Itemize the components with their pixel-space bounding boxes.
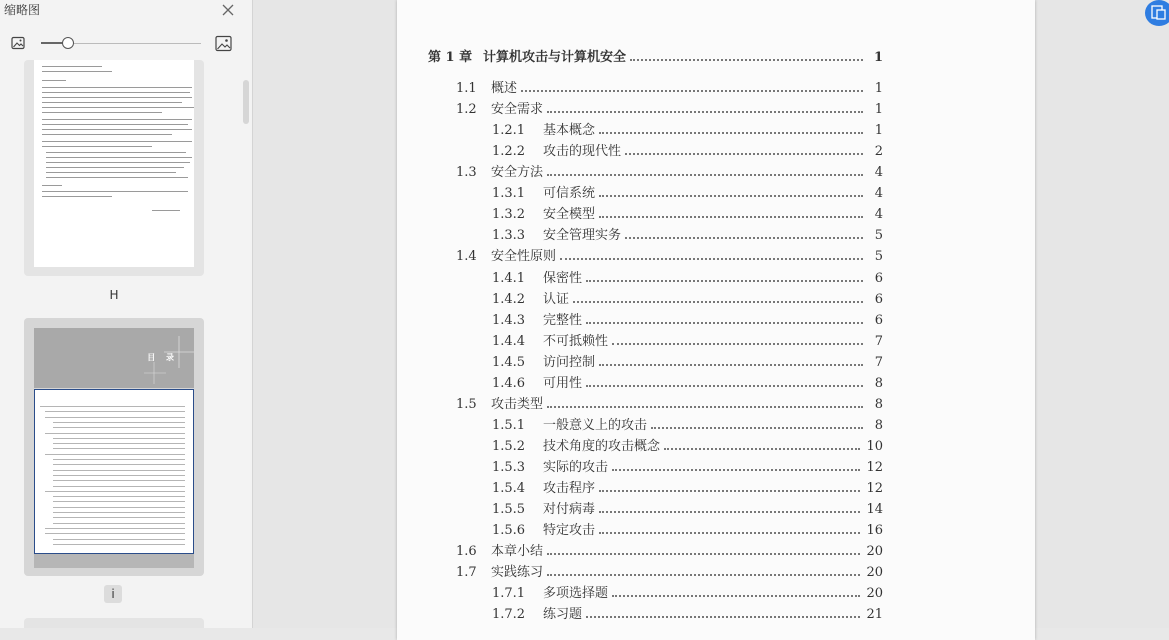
toc-entry[interactable] [456, 245, 883, 265]
toc-entry-page: 10 [866, 438, 883, 454]
toc-entry-title: 基本概念 [543, 123, 596, 139]
toc-entry-title: 安全方法 [491, 165, 544, 181]
thumbnail-text-line [42, 146, 152, 147]
toc-entry[interactable] [456, 77, 883, 97]
toc-dot-leader [586, 279, 863, 282]
toc-entry-page: 14 [866, 502, 883, 518]
toc-dot-leader [547, 405, 863, 408]
thumbnail-toc-line [53, 523, 185, 524]
toc-entry-page: 8 [874, 396, 883, 412]
toc-dot-leader [547, 573, 860, 576]
toc-entry-title: 练习题 [543, 607, 583, 623]
toc-entry[interactable] [492, 224, 883, 244]
toc-entry-page: 4 [874, 165, 883, 181]
toc-entry-number: 1.4.3 [492, 312, 526, 328]
thumbnail-toc-line [53, 464, 185, 465]
toc-entry-number: 1.4.4 [492, 333, 526, 349]
toc-dot-leader [599, 215, 863, 218]
thumbnail-page-preview [34, 60, 194, 267]
thumbnail-toc-line [45, 533, 185, 534]
toc-dot-leader [599, 531, 860, 534]
thumbnail-text-line [42, 107, 194, 108]
toc-entry-title: 多项选择题 [543, 586, 609, 602]
toc-entry-title: 计算机攻击与计算机安全 [483, 50, 627, 65]
thumbnail-text-line [42, 112, 162, 113]
thumbnail-toc-line [53, 539, 185, 540]
thumbnail-toc-line [45, 491, 185, 492]
toc-entry[interactable] [492, 182, 883, 202]
toc-entry-page: 5 [874, 249, 883, 265]
thumbnail-text-line [42, 66, 102, 67]
toc-dot-leader [560, 257, 863, 260]
toc-entry[interactable] [492, 203, 883, 223]
toc-entry-title: 不可抵赖性 [543, 333, 609, 349]
toc-entry-title: 保密性 [543, 270, 583, 286]
thumbnail-toc-line [45, 417, 185, 418]
thumbnail-text-line [46, 167, 184, 168]
toc-dot-leader [521, 89, 863, 92]
toc-entry-page: 7 [874, 354, 883, 370]
thumbnail-text-line [42, 141, 192, 142]
page-thumbnail-next[interactable] [24, 618, 204, 628]
thumbnail-text-line [46, 177, 188, 178]
toc-entry-number: 1.5.3 [492, 459, 526, 475]
page-thumbnail-i-selected[interactable] [24, 318, 204, 576]
toc-entry-page: 12 [866, 459, 883, 475]
close-icon[interactable] [219, 1, 237, 19]
toc-entry-title: 攻击类型 [491, 396, 544, 412]
toc-entry-number: 1.7.2 [492, 607, 526, 623]
toc-dot-leader [573, 300, 863, 303]
document-page [397, 0, 1035, 640]
thumbnail-text-line [42, 102, 182, 103]
panel-title: 缩略图 [4, 3, 41, 17]
toc-dot-leader [612, 594, 860, 597]
page-thumbnail-h[interactable] [24, 60, 204, 276]
toc-entry[interactable] [492, 330, 883, 350]
toc-entry-number: 1.7.1 [492, 586, 526, 602]
toc-entry-page: 1 [874, 81, 883, 97]
toc-entry[interactable] [492, 309, 883, 329]
thumbnail-cover-title: 目 录 [147, 353, 178, 362]
thumbnail-text-line [42, 92, 190, 93]
thumbnail-toc-line [53, 507, 185, 508]
thumbnail-text-line [42, 124, 188, 125]
thumbnail-text-line [46, 172, 176, 173]
toc-entry-title: 访问控制 [543, 354, 596, 370]
toc-entry[interactable] [492, 267, 883, 287]
toc-entry[interactable] [492, 414, 883, 434]
thumbnail-toc-line [53, 459, 185, 460]
toc-dot-leader [651, 426, 863, 429]
toc-entry-title: 认证 [543, 291, 570, 307]
zoom-slider-thumb[interactable] [62, 37, 74, 49]
toc-entry-number: 1.5.1 [492, 417, 526, 433]
toc-dot-leader [664, 447, 860, 450]
thumbnail-text-line [42, 87, 192, 88]
thumbnail-text-line [46, 157, 192, 158]
toc-entry-title: 安全性原则 [491, 249, 557, 265]
image-large-icon[interactable] [215, 35, 232, 52]
toc-entry-page: 8 [874, 375, 883, 391]
thumbnail-text-line [42, 129, 192, 130]
toc-dot-leader [599, 131, 863, 134]
toc-entry-title: 实际的攻击 [543, 459, 609, 475]
thumbnail-toc-line [53, 512, 185, 513]
toc-entry-number: 1.3.1 [492, 186, 526, 202]
thumbnail-toc-line [53, 475, 185, 476]
toc-entry[interactable] [492, 140, 883, 160]
toc-entry-title: 安全模型 [543, 207, 596, 223]
toc-entry-page: 20 [866, 544, 883, 560]
toc-entry-title: 安全需求 [491, 102, 544, 118]
thumbnail-text-line [42, 119, 192, 120]
thumbnail-toc-line [53, 443, 185, 444]
toc-entry-page: 5 [874, 228, 883, 244]
toc-entry[interactable] [492, 477, 883, 497]
thumbnail-toc-line [53, 486, 185, 487]
toc-dot-leader [599, 510, 860, 513]
thumbnail-toc-line [53, 544, 185, 545]
toc-entry-number: 第 1 章 [428, 50, 473, 65]
toc-entry-page: 6 [874, 270, 883, 286]
toc-entry-number: 1.4 [456, 249, 477, 265]
thumbnail-text-line [42, 97, 192, 98]
toc-entry-page: 8 [874, 417, 883, 433]
toc-entry-page: 12 [866, 481, 883, 496]
page-label-i: i [104, 585, 122, 603]
toc-entry[interactable] [492, 498, 883, 518]
toc-entry-number: 1.5.2 [492, 438, 526, 454]
toc-dot-leader [547, 173, 863, 176]
thumbnail-toc-line [53, 427, 185, 428]
toc-entry-page: 2 [874, 144, 883, 160]
toc-entry-title: 本章小结 [491, 544, 544, 560]
toc-entry-page: 20 [866, 565, 883, 581]
thumbnail-toc-line [53, 517, 185, 518]
toc-entry-title: 攻击程序 [543, 481, 596, 496]
thumbnail-toc-line [53, 480, 185, 481]
toc-entry-number: 1.5 [456, 396, 477, 412]
toc-entry[interactable] [492, 519, 883, 539]
toc-entry-number: 1.3 [456, 165, 477, 181]
toc-dot-leader [612, 468, 860, 471]
toc-dot-leader [625, 152, 863, 155]
thumbnail-text-line [152, 210, 180, 211]
thumbnail-toc-line [45, 454, 185, 455]
toc-entry[interactable] [492, 372, 883, 392]
toc-dot-leader [547, 552, 860, 555]
thumbnail-text-line [42, 80, 66, 81]
toc-chapter-entry[interactable] [428, 46, 883, 66]
toc-entry[interactable] [492, 435, 883, 455]
toc-entry[interactable] [492, 119, 883, 139]
toc-entry-page: 20 [866, 586, 883, 602]
toc-entry-page: 21 [866, 607, 883, 623]
toc-dot-leader [586, 384, 863, 387]
thumbnail-text-line [42, 191, 188, 192]
document-export-icon [1145, 0, 1169, 26]
toc-entry-number: 1.4.5 [492, 354, 526, 370]
thumbnail-bottom-strip [34, 554, 194, 568]
toc-entry[interactable] [492, 603, 883, 623]
image-small-icon[interactable] [11, 36, 25, 50]
thumbnail-toc-line [53, 448, 185, 449]
toc-entry-number: 1.2.2 [492, 144, 526, 160]
toc-entry-number: 1.3.2 [492, 207, 526, 223]
document-viewer[interactable] [253, 0, 1169, 628]
toc-entry-title: 一般意义上的攻击 [543, 417, 648, 433]
toc-dot-leader [630, 58, 863, 61]
toc-entry-number: 1.6 [456, 544, 477, 560]
toc-entry-page: 7 [874, 333, 883, 349]
toc-entry-title: 概述 [491, 81, 518, 97]
thumbnail-text-line [42, 134, 172, 135]
thumbnail-toc-line [45, 528, 185, 529]
thumbnail-cover-preview [34, 328, 194, 388]
thumbnail-toc-line [53, 501, 185, 502]
toc-entry-title: 特定攻击 [543, 523, 596, 539]
toc-entry-page: 16 [866, 523, 883, 539]
toc-entry-title: 技术角度的攻击概念 [543, 438, 661, 454]
thumbnail-text-line [42, 185, 62, 186]
toc-dot-leader [599, 363, 863, 366]
toc-entry-title: 安全管理实务 [543, 228, 622, 244]
toc-entry[interactable] [492, 351, 883, 371]
thumbnail-text-line [42, 196, 112, 197]
toc-entry[interactable] [492, 456, 883, 476]
toc-dot-leader [586, 321, 863, 324]
toc-entry-title: 对付病毒 [543, 502, 596, 518]
toc-entry-title: 可用性 [543, 375, 583, 391]
toc-entry-number: 1.4.2 [492, 291, 526, 307]
toc-entry-number: 1.3.3 [492, 228, 526, 244]
toc-dot-leader [586, 615, 860, 618]
thumbnail-toc-line [45, 411, 185, 412]
page-label-h: H [109, 288, 119, 302]
toc-entry-number: 1.5.4 [492, 481, 526, 496]
toc-entry[interactable] [456, 393, 883, 413]
toc-entry-page: 6 [874, 291, 883, 307]
toc-entry-number: 1.2.1 [492, 123, 526, 139]
toc-entry[interactable] [456, 561, 883, 581]
toc-entry-title: 完整性 [543, 312, 583, 328]
toc-entry-page: 4 [874, 186, 883, 202]
thumbnail-text-line [46, 162, 190, 163]
toc-entry[interactable] [456, 161, 883, 181]
toc-entry-number: 1.4.1 [492, 270, 526, 286]
toc-dot-leader [547, 110, 863, 113]
toc-entry-number: 1.1 [456, 81, 477, 97]
floating-action-button[interactable] [1145, 0, 1169, 26]
toc-entry-title: 可信系统 [543, 186, 596, 202]
thumbnail-toc-line [53, 438, 185, 439]
thumbnail-toc-line [45, 433, 185, 434]
thumbnail-toc-line [40, 406, 185, 407]
thumbnail-toc-line [53, 422, 185, 423]
thumbnail-toc-preview [34, 389, 194, 554]
toc-entry-title: 攻击的现代性 [543, 144, 622, 160]
toc-entry[interactable] [492, 582, 883, 602]
toc-entry[interactable] [456, 540, 883, 560]
toc-dot-leader [599, 194, 863, 197]
toc-entry-title: 实践练习 [491, 565, 544, 581]
thumbnail-toc-line [53, 496, 185, 497]
toc-entry-page: 1 [874, 123, 883, 139]
thumbnail-zoom-control [0, 32, 252, 56]
thumbnail-scrollbar[interactable] [243, 80, 249, 124]
thumbnail-toc-line [53, 470, 185, 471]
toc-entry-page: 6 [874, 312, 883, 328]
thumbnail-text-line [42, 71, 112, 72]
toc-entry-number: 1.5.6 [492, 523, 526, 539]
toc-entry-page: 4 [874, 207, 883, 223]
toc-entry[interactable] [492, 288, 883, 308]
toc-entry-number: 1.5.5 [492, 502, 526, 518]
toc-entry-number: 1.4.6 [492, 375, 526, 391]
toc-entry-number: 1.7 [456, 565, 477, 581]
toc-entry-number: 1.2 [456, 102, 477, 118]
thumbnail-panel [0, 0, 253, 628]
toc-dot-leader [612, 342, 863, 345]
toc-entry-page: 1 [874, 102, 883, 118]
thumbnail-text-line [46, 152, 186, 153]
toc-dot-leader [599, 489, 860, 492]
toc-entry[interactable] [456, 98, 883, 118]
toc-dot-leader [625, 236, 863, 239]
toc-entry-page: 1 [873, 50, 883, 65]
